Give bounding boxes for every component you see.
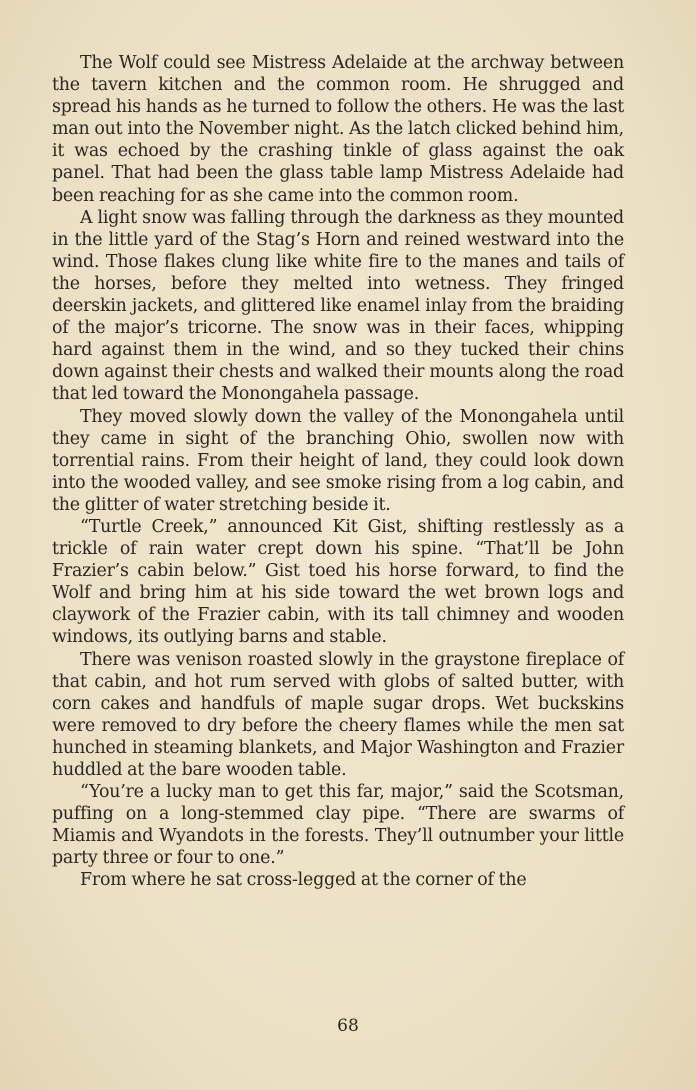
- page-number: 68: [337, 1016, 359, 1036]
- paragraph-7: From where he sat cross-legged at the corner of the: [80, 870, 527, 891]
- paragraph-3: They moved slowly down the valley of the Monongahela until they came in sight of the branching Ohio, swollen now with torrential rains. From their height of land, they could look down into the wooded valley, and see smoke rising from a log cabin, and the glitter of water stretching beside it.: [52, 406, 624, 515]
- paragraph-6: “You’re a lucky man to get this far, major,” said the Scotsman, puffing on a long-stemmed clay pipe. “There are swarms of Miamis and Wyandots in the forests. They’ll outnumber your little party three or four to one.”: [52, 782, 624, 869]
- paragraph-5: There was venison roasted slowly in the graystone fireplace of that cabin, and hot rum served with globs of salted butter, with corn cakes and handfuls of maple sugar drops. Wet buckskins were removed to dry before the cheery flames while the men sat hunched in steaming blankets, and Major Washington and Frazier huddled at the bare wooden table.: [52, 649, 624, 780]
- body-text: [52, 52, 624, 892]
- paragraph-2: A light snow was falling through the darkness as they mounted in the little yard of the Stag’s Horn and reined westward into the wind. Those flakes clung like white fire to the manes and tails of the horses, before they melted into wetness. They fringed deerskin jackets, and glittered like enamel inlay from the braiding of the major’s tricorne. The snow was in their faces, whipping hard against them in the wind, and so they tucked their chins down against their chests and walked their mounts along the road that led toward the Monongahela passage.: [52, 207, 624, 405]
- paragraph-4: “Turtle Creek,” announced Kit Gist, shifting restlessly as a trickle of rain water crept down his spine. “That’ll be John Frazier’s cabin below.” Gist toed his horse forward, to find the Wolf and bring him at his side toward the wet brown logs and claywork of the Frazier cabin, with its tall chimney and wooden windows, its outlying barns and stable.: [52, 516, 624, 648]
- paragraph-1: The Wolf could see Mistress Adelaide at the archway between the tavern kitchen and the common room. He shrugged and spread his hands as he turned to follow the others. He was the last man out into the November night. As the latch clicked behind him, it was echoed by the crashing tinkle of glass against the oak panel. That had been the glass table lamp Mistress Adelaide had been reaching for as she came into the common room.: [52, 53, 624, 206]
